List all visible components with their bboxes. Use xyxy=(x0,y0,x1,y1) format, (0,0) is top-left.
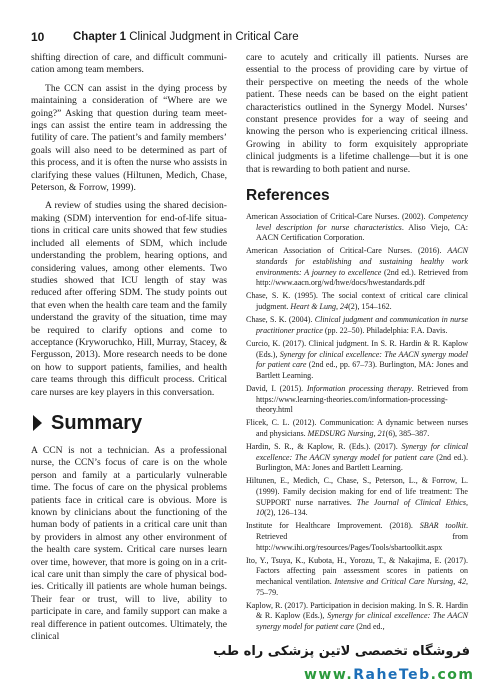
reference-title: The Journal of Clinical Ethics, 10 xyxy=(256,497,468,518)
reference-title: Synergy for clinical excellence: The AACN synergy model for patient care xyxy=(256,349,468,370)
reference-text: Hardin, S. R., & Kaplow, R. (Eds.). (2017). xyxy=(246,442,402,452)
reference-title: Heart & Lung, 24 xyxy=(290,302,349,311)
references-heading: References xyxy=(246,187,330,205)
reference-title: Information processing therapy xyxy=(306,383,412,393)
paragraph: care to acutely and critically ill patients. Nurses are essential to the process of providing care by virtue of their perspective on meeting the needs of the whole patient. These needs can be based on the eight patient characteristics outlined in the Synergy Model. Nurses’ constant presence provides for a way of seeing and knowing the person who is experiencing critical illness. Growing in ability to form exquisitely appropriate clinical judgments is a lifetime challenge—but it is one that is rewarding to both patient and nurse. xyxy=(246,52,468,175)
reference-entry xyxy=(246,476,468,518)
reference-text: David, I. (2015). xyxy=(246,383,307,393)
summary-title: Summary xyxy=(51,411,143,434)
watermark-footer xyxy=(0,642,500,700)
summary-heading xyxy=(31,409,227,437)
reference-text: (2nd ed.). Retrieved from http://www.aacn.org/wd/hwe/docs/hwestandards.pdf xyxy=(256,267,468,288)
url-suffix: .com xyxy=(430,667,475,683)
reference-text: (2nd ed., xyxy=(354,621,385,631)
paragraph: The CCN can assist in the dying process by maintaining a consideration of “Where are we going?” Asking that question during team meetings can assist the entire team in addressing the futility of care. The patient’s and family members’ goals will also need to be determined as part of this process, and it is often the nurse who assists in clarifying these values (Hiltunen, Medich, Chase, Peterson, & Forrow, 1999). xyxy=(31,82,227,194)
reference-entry xyxy=(246,556,468,598)
chapter-name: Clinical Judgment in Critical Care xyxy=(129,31,299,43)
reference-entry xyxy=(246,442,468,474)
reference-entry xyxy=(246,212,468,244)
reference-text: , 75–79. xyxy=(256,577,468,597)
url-prefix: www. xyxy=(304,667,354,683)
left-body-text xyxy=(31,52,227,399)
paragraph: A CCN is not a technician. As a professional nurse, the CCN’s focus of care is on the whole person and family at a particularly vulnerable time. The focus of care on the physical problems patients face in critical care is obvious. More is known by clinicians about the functioning of the human body of patients in a critical care unit than by providers in almost any other environment of the health care system. Critical care nurses learn over time, however, that more is going on in a critical care unit than simply the care of physical bodies. Critically ill patients are whole human beings. Their fear or trust, will to live, ability to participate in care, and family support can make a real difference in patient outcomes. Ultimately, the clinical xyxy=(31,444,227,643)
reference-title: SBAR toolkit xyxy=(419,521,466,531)
reference-text: (2nd ed.). Burlington, MA: Jones and Bartlett Learning. xyxy=(256,452,468,473)
reference-entry xyxy=(246,246,468,288)
reference-text: Ito, Y., Tsuya, K., Kubota, H., Yorozu, T., & Nakajima, E. (2017). Factors affecting pain assessment scores in patients on mechanical ventilation. xyxy=(246,555,468,586)
reference-text: Chase, S. K. (1995). The social context of critical care clinical judgment. xyxy=(246,291,468,311)
right-column xyxy=(246,52,468,635)
reference-entry xyxy=(246,418,468,439)
reference-title: Synergy for clinical excellence: The AACN synergy model for patient care xyxy=(256,442,468,462)
left-column xyxy=(31,52,227,649)
reference-text: Kaplow, R. (2017). Participation in decision making. In S. R. Hardin & R. Kaplow (Eds.), xyxy=(246,600,468,621)
url-domain: RaheTeb xyxy=(353,667,431,683)
reference-title: Intensive and Critical Care Nursing, 42 xyxy=(334,577,466,586)
references-list xyxy=(246,212,468,633)
reference-entry xyxy=(246,291,468,312)
reference-title: MEDSURG Nursing, 21 xyxy=(307,428,386,438)
reference-text: (6), 385–387. xyxy=(385,428,430,438)
reference-title: AACN standards for establishing and sustaining healthy work environments: A journey to excellence xyxy=(256,246,468,277)
reference-entry xyxy=(246,521,468,553)
reference-entry xyxy=(246,601,468,633)
watermark-text: فروشگاه تخصصی لاتین پزشکی راه طب xyxy=(213,644,470,659)
reference-text: . Aliso Viejo, CA: AACN Certification Corporation. xyxy=(256,222,469,243)
reference-text: (2), 126–134. xyxy=(264,508,308,518)
reference-text: Flicek, C. L. (2012). Communication: A dynamic between nurses and physicians. xyxy=(246,418,468,438)
reference-title: Clinical judgment and communication in nurse practitioner practice xyxy=(256,315,468,335)
reference-text: Chase, S. K. (2004). xyxy=(246,315,315,325)
reference-entry xyxy=(246,384,468,416)
reference-text: Hiltunen, E., Medich, C., Chase, S., Peterson, L., & Forrow, L. (1999). Family decision making for end of life treatment: The SUPPORT nurse narratives. xyxy=(246,476,468,507)
reference-text: Institute for Healthcare Improvement. (2018). xyxy=(246,521,420,531)
reference-text: American Association of Critical-Care Nurses. (2002). xyxy=(246,212,429,222)
chapter-title xyxy=(73,30,299,44)
reference-title: Synergy for clinical excellence: The AACN synergy model for patient care xyxy=(256,611,468,631)
reference-text: (2nd ed., pp. 67–73). Burlington, MA: Jones and Bartlett Learning. xyxy=(256,360,469,380)
paragraph: A review of studies using the shared decision-making (SDM) intervention for end-of-life situations in critical care units showed that few studies included all elements of SDM, which include understanding the problem, hearing options, and considering values, among other elements. Two studies showed that ICU length of stay was reduced after offering SDM. The study points out that even when the health care team and the family understand the gravity of the situation, time may be required to clarify options and come to acceptance (Kryworuchko, Hill, Murray, Stacey, & Fergusson, 2013). More research needs to be done on how to support patients, families, and health care teams through this difficult process. Critical care nurses are key players in this conversation. xyxy=(31,200,227,398)
chapter-label: Chapter 1 xyxy=(73,31,127,43)
reference-text: (pp. 22–50). Philadelphia: F.A. Davis. xyxy=(322,325,448,335)
reference-text: . Retrieved from https://www.learning-theories.com/information-processing-theory.html xyxy=(256,383,468,415)
reference-text: American Association of Critical-Care Nurses. (2016). xyxy=(246,246,448,256)
reference-text: (2), 154–162. xyxy=(348,302,392,311)
page-number: 10 xyxy=(31,30,45,44)
running-header xyxy=(0,0,500,44)
reference-entry xyxy=(246,315,468,336)
right-body-text xyxy=(246,52,468,176)
summary-text xyxy=(31,445,227,644)
reference-entry xyxy=(246,339,468,381)
reference-text: . Retrieved from http://www.ihi.org/resources/Pages/Tools/sbartoolkit.aspx xyxy=(256,521,468,552)
paragraph: shifting direction of care, and difficult communication among team members. xyxy=(31,52,227,76)
watermark-url[interactable] xyxy=(304,666,474,684)
triangle-bullet-icon xyxy=(33,415,42,431)
reference-title: Competency level description for nurse characteristics xyxy=(256,212,468,232)
reference-text: Curcio, K. (2017). Clinical judgment. In S. R. Hardin & R. Kaplow (Eds.), xyxy=(246,338,468,359)
